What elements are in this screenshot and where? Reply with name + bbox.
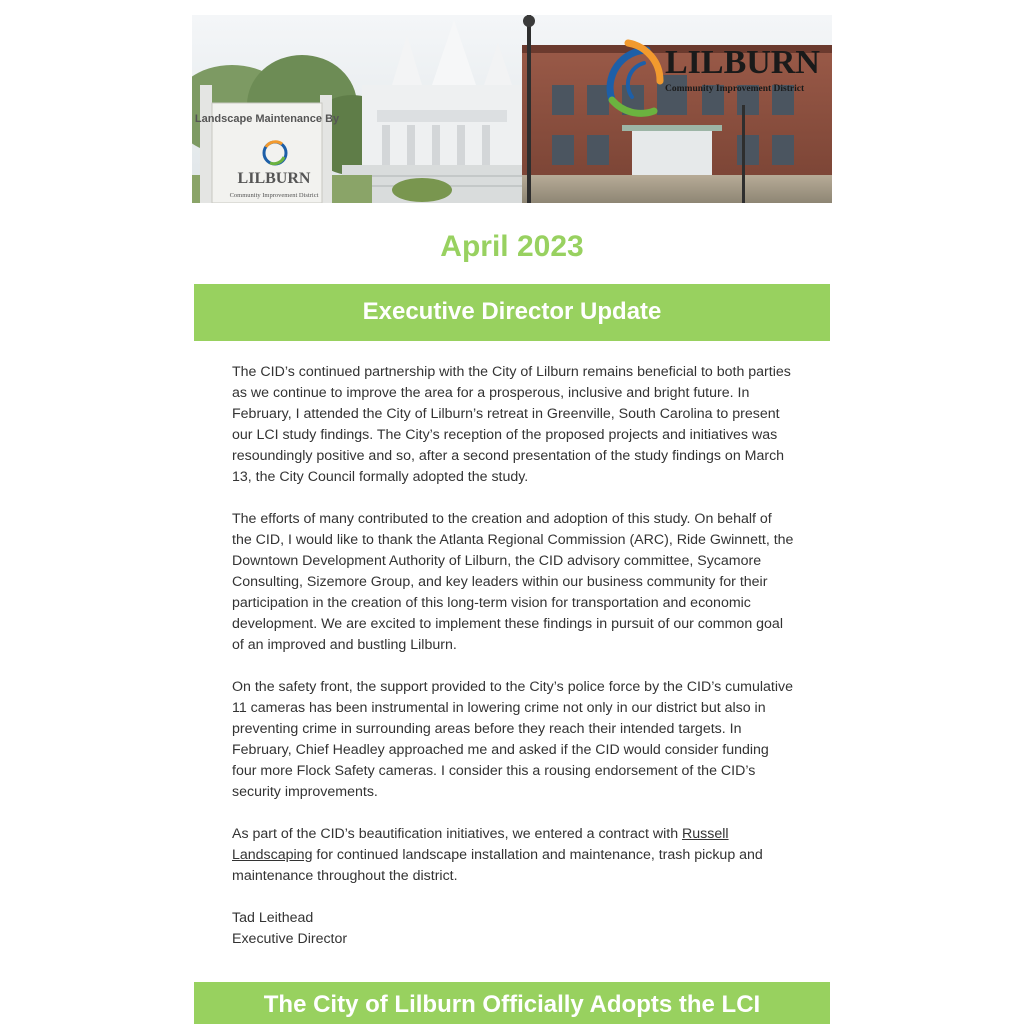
paragraph-text: for continued landscape installation and maintenance, trash pickup and maintenance throughout the district. <box>232 847 763 884</box>
executive-update-body <box>232 362 794 950</box>
signature-name: Tad Leithead <box>232 910 314 926</box>
header-banner-image <box>192 15 832 203</box>
logo-subtitle-text: Community Improvement District <box>665 84 805 94</box>
sign-top-text: Landscape Maintenance By <box>194 113 340 125</box>
logo-name-text: LILBURN <box>665 44 820 81</box>
sign-subtitle-text: Community Improvement District <box>229 192 319 199</box>
section-header-executive-update: Executive Director Update <box>194 284 830 341</box>
sign-name-text: LILBURN <box>237 170 311 187</box>
section-header-lci-adoption: The City of Lilburn Officially Adopts the LCI <box>194 982 830 1024</box>
issue-month-title: April 2023 <box>440 230 584 263</box>
update-paragraph: On the safety front, the support provided to the City’s police force by the CID’s cumulative 11 cameras has been instrumental in lowering crime not only in our district but also in preventing crime in surrounding areas before they reach their intended targets. In February, Chief Headley approached me and asked if the CID would consider funding four more Flock Safety cameras. I consider this a rousing endorsement of the CID’s security improvements. <box>232 679 793 800</box>
signature-title: Executive Director <box>232 931 348 947</box>
banner-photo-collage <box>192 15 832 203</box>
update-paragraph: The CID’s continued partnership with the City of Lilburn remains beneficial to both parties as we continue to improve the area for a prosperous, inclusive and bright future. In February, I attended the City of Lilburn’s retreat in Greenville, South Carolina to present our LCI study findings. The City’s reception of the proposed projects and initiatives was resoundingly positive and so, after a second presentation of the study findings on March 13, the City Council formally adopted the study. <box>232 364 791 485</box>
paragraph-text: As part of the CID’s beautification initiatives, we entered a contract with <box>232 826 683 842</box>
update-paragraph <box>232 824 794 887</box>
update-paragraph: The efforts of many contributed to the creation and adoption of this study. On behalf of the CID, I would like to thank the Atlanta Regional Commission (ARC), Ride Gwinnett, the Downtown Development Authority of Lilburn, the CID advisory committee, Sycamore Consulting, Sizemore Group, and key leaders within our business community for their participation in the creation of this long-term vision for transportation and economic development. We are excited to implement these findings in pursuit of our common goal of an improved and bustling Lilburn. <box>232 511 794 653</box>
russell-landscaping-link[interactable]: Russell Landscaping <box>232 826 729 863</box>
